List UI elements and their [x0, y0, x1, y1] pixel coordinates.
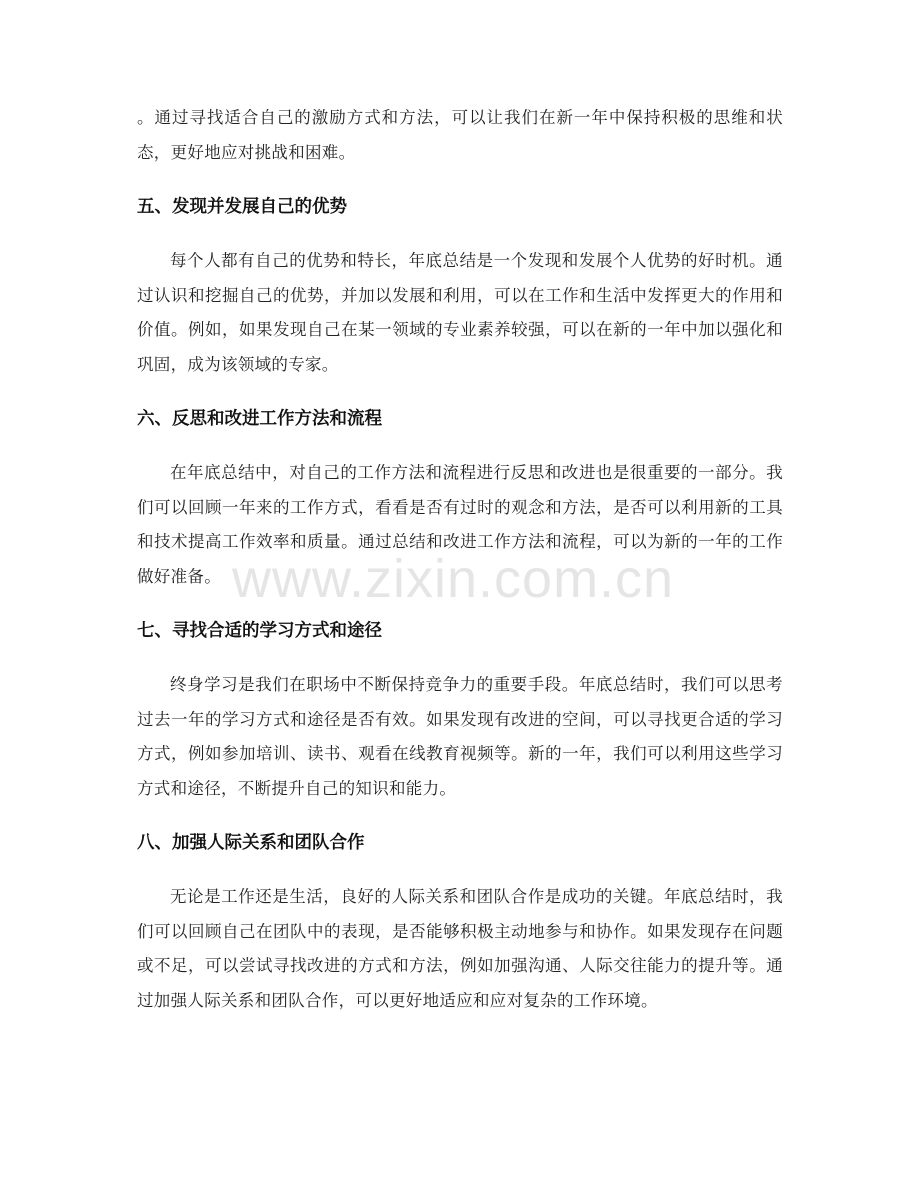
continuation-paragraph: 。通过寻找适合自己的激励方式和方法，可以让我们在新一年中保持积极的思维和状态，更好地应对挑战和困难。 — [137, 108, 783, 162]
section-heading-6: 六、反思和改进工作方法和流程 — [137, 409, 382, 429]
section-paragraph-5: 每个人都有自己的优势和特长，年底总结是一个发现和发展个人优势的好时机。通过认识和挖掘自己的优势，并加以发展和利用，可以在工作和生活中发挥更大的作用和价值。例如，如果发现自己在某一领域的专业素养较强，可以在新的一年中加以强化和巩固，成为该领域的专家。 — [137, 251, 783, 374]
watermark: www.zixin.com.cn — [232, 549, 675, 609]
section-paragraph-6: 在年底总结中，对自己的工作方法和流程进行反思和改进也是很重要的一部分。我们可以回顾一年来的工作方式，看看是否有过时的观念和方法，是否可以利用新的工具和技术提高工作效率和质量。通过总结和改进工作方法和流程，可以为新的一年的工作做好准备。 — [137, 463, 783, 586]
section-heading-8: 八、加强人际关系和团队合作 — [137, 833, 365, 853]
section-paragraph-7: 终身学习是我们在职场中不断保持竞争力的重要手段。年底总结时，我们可以思考过去一年的学习方式和途径是否有效。如果发现有改进的空间，可以寻找更合适的学习方式，例如参加培训、读书、观看在线教育视频等。新的一年，我们可以利用这些学习方式和途径，不断提升自己的知识和能力。 — [137, 675, 783, 798]
section-heading-7: 七、寻找合适的学习方式和途径 — [137, 621, 382, 641]
document-body — [137, 101, 783, 1018]
section-paragraph-8: 无论是工作还是生活，良好的人际关系和团队合作是成功的关键。年底总结时，我们可以回顾自己在团队中的表现，是否能够积极主动地参与和协作。如果发现存在问题或不足，可以尝试寻找改进的方式和方法，例如加强沟通、人际交往能力的提升等。通过加强人际关系和团队合作，可以更好地适应和应对复杂的工作环境。 — [137, 887, 783, 1010]
section-heading-5: 五、发现并发展自己的优势 — [137, 197, 347, 217]
